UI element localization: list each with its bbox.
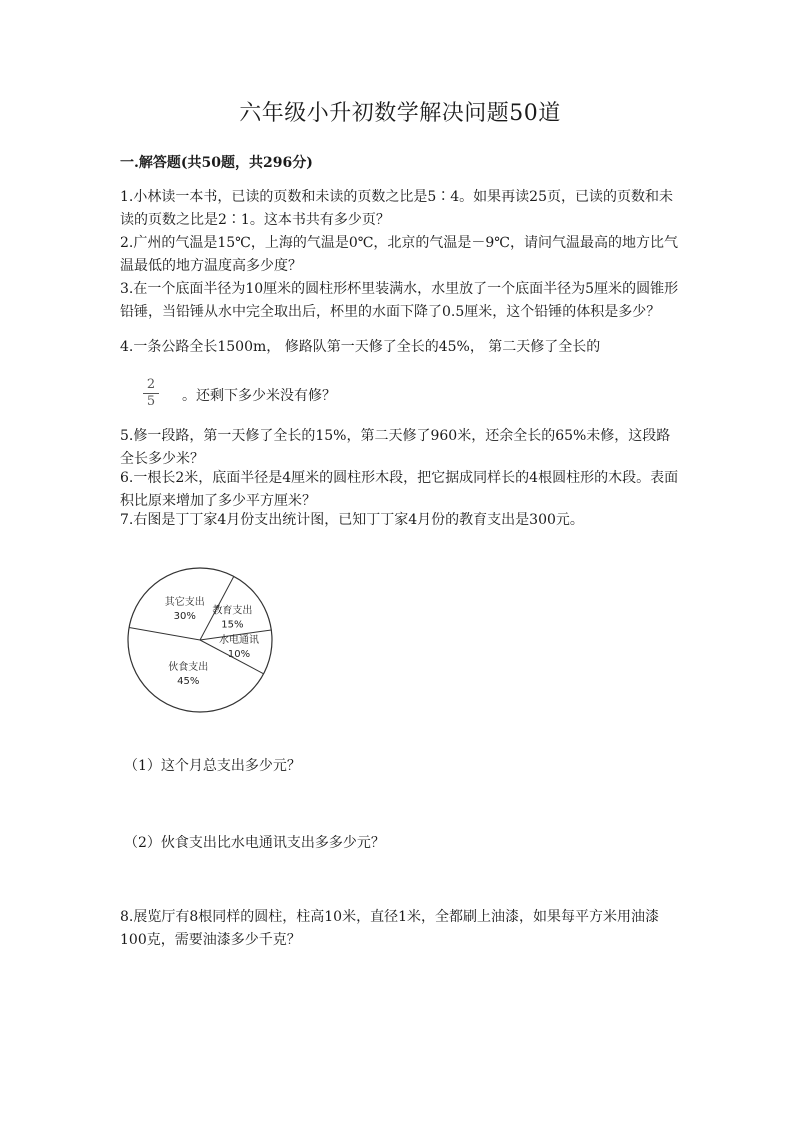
page-title: 六年级小升初数学解决问题50道 [239, 101, 561, 126]
problem-4-tail: 。还剩下多少米没有修？ [182, 388, 336, 404]
fraction-numerator: 2 [146, 377, 156, 392]
problem-1: 1.小林读一本书，已读的页数和未读的页数之比是5∶4。如果再读25页，已读的页数和未读的页数之比是2∶1。这本书共有多少页？ [120, 189, 673, 228]
fraction-two-fifths [143, 378, 159, 409]
pie-slice-label: 教育支出 [212, 605, 253, 617]
problem-7-question-1: （1）这个月总支出多少元？ [124, 758, 301, 774]
problem-6: 6.一根长2米，底面半径是4厘米的圆柱形木段，把它据成同样长的4根圆柱形的木段。表面积比原来增加了多少平方厘米？ [120, 470, 679, 509]
problem-7: 7.右图是丁丁家4月份支出统计图，已知丁丁家4月份的教育支出是300元。 [120, 512, 584, 528]
fraction-denominator: 5 [146, 394, 156, 409]
pie-slice-value: 30% [173, 610, 196, 622]
expense-pie-chart [125, 565, 285, 715]
pie-slice-label: 其它支出 [164, 596, 205, 608]
problem-4: 4.一条公路全长1500m， 修路队第一天修了全长的45%， 第二天修了全长的 [120, 339, 601, 355]
pie-slice-value: 45% [177, 676, 200, 687]
problem-3: 3.在一个底面半径为10厘米的圆柱形杯里装满水，水里放了一个底面半径为5厘米的圆锥形铅锤，当铅锤从水中完全取出后，杯里的水面下降了0.5厘米，这个铅锤的体积是多少？ [120, 281, 679, 320]
problem-5: 5.修一段路，第一天修了全长的15%，第二天修了960米，还余全长的65%未修，这段路全长多少米？ [120, 428, 671, 467]
pie-slice-value: 15% [221, 619, 244, 631]
problem-7-question-2: （2）伙食支出比水电通讯支出多多少元？ [124, 835, 385, 851]
problem-2: 2.广州的气温是15℃，上海的气温是0℃，北京的气温是－9℃，请问气温最高的地方比气温最低的地方温度高多少度？ [120, 235, 678, 274]
problem-8: 8.展览厅有8根同样的圆柱，柱高10米，直径1米，全都刷上油漆，如果每平方米用油漆100克，需要油漆多少千克？ [120, 909, 659, 948]
section-heading: 一.解答题(共50题，共296分) [120, 155, 313, 171]
pie-slice-value: 10% [227, 648, 251, 660]
pie-slice-label: 伙食支出 [168, 662, 209, 673]
pie-slice-label: 水电通讯 [219, 634, 259, 646]
